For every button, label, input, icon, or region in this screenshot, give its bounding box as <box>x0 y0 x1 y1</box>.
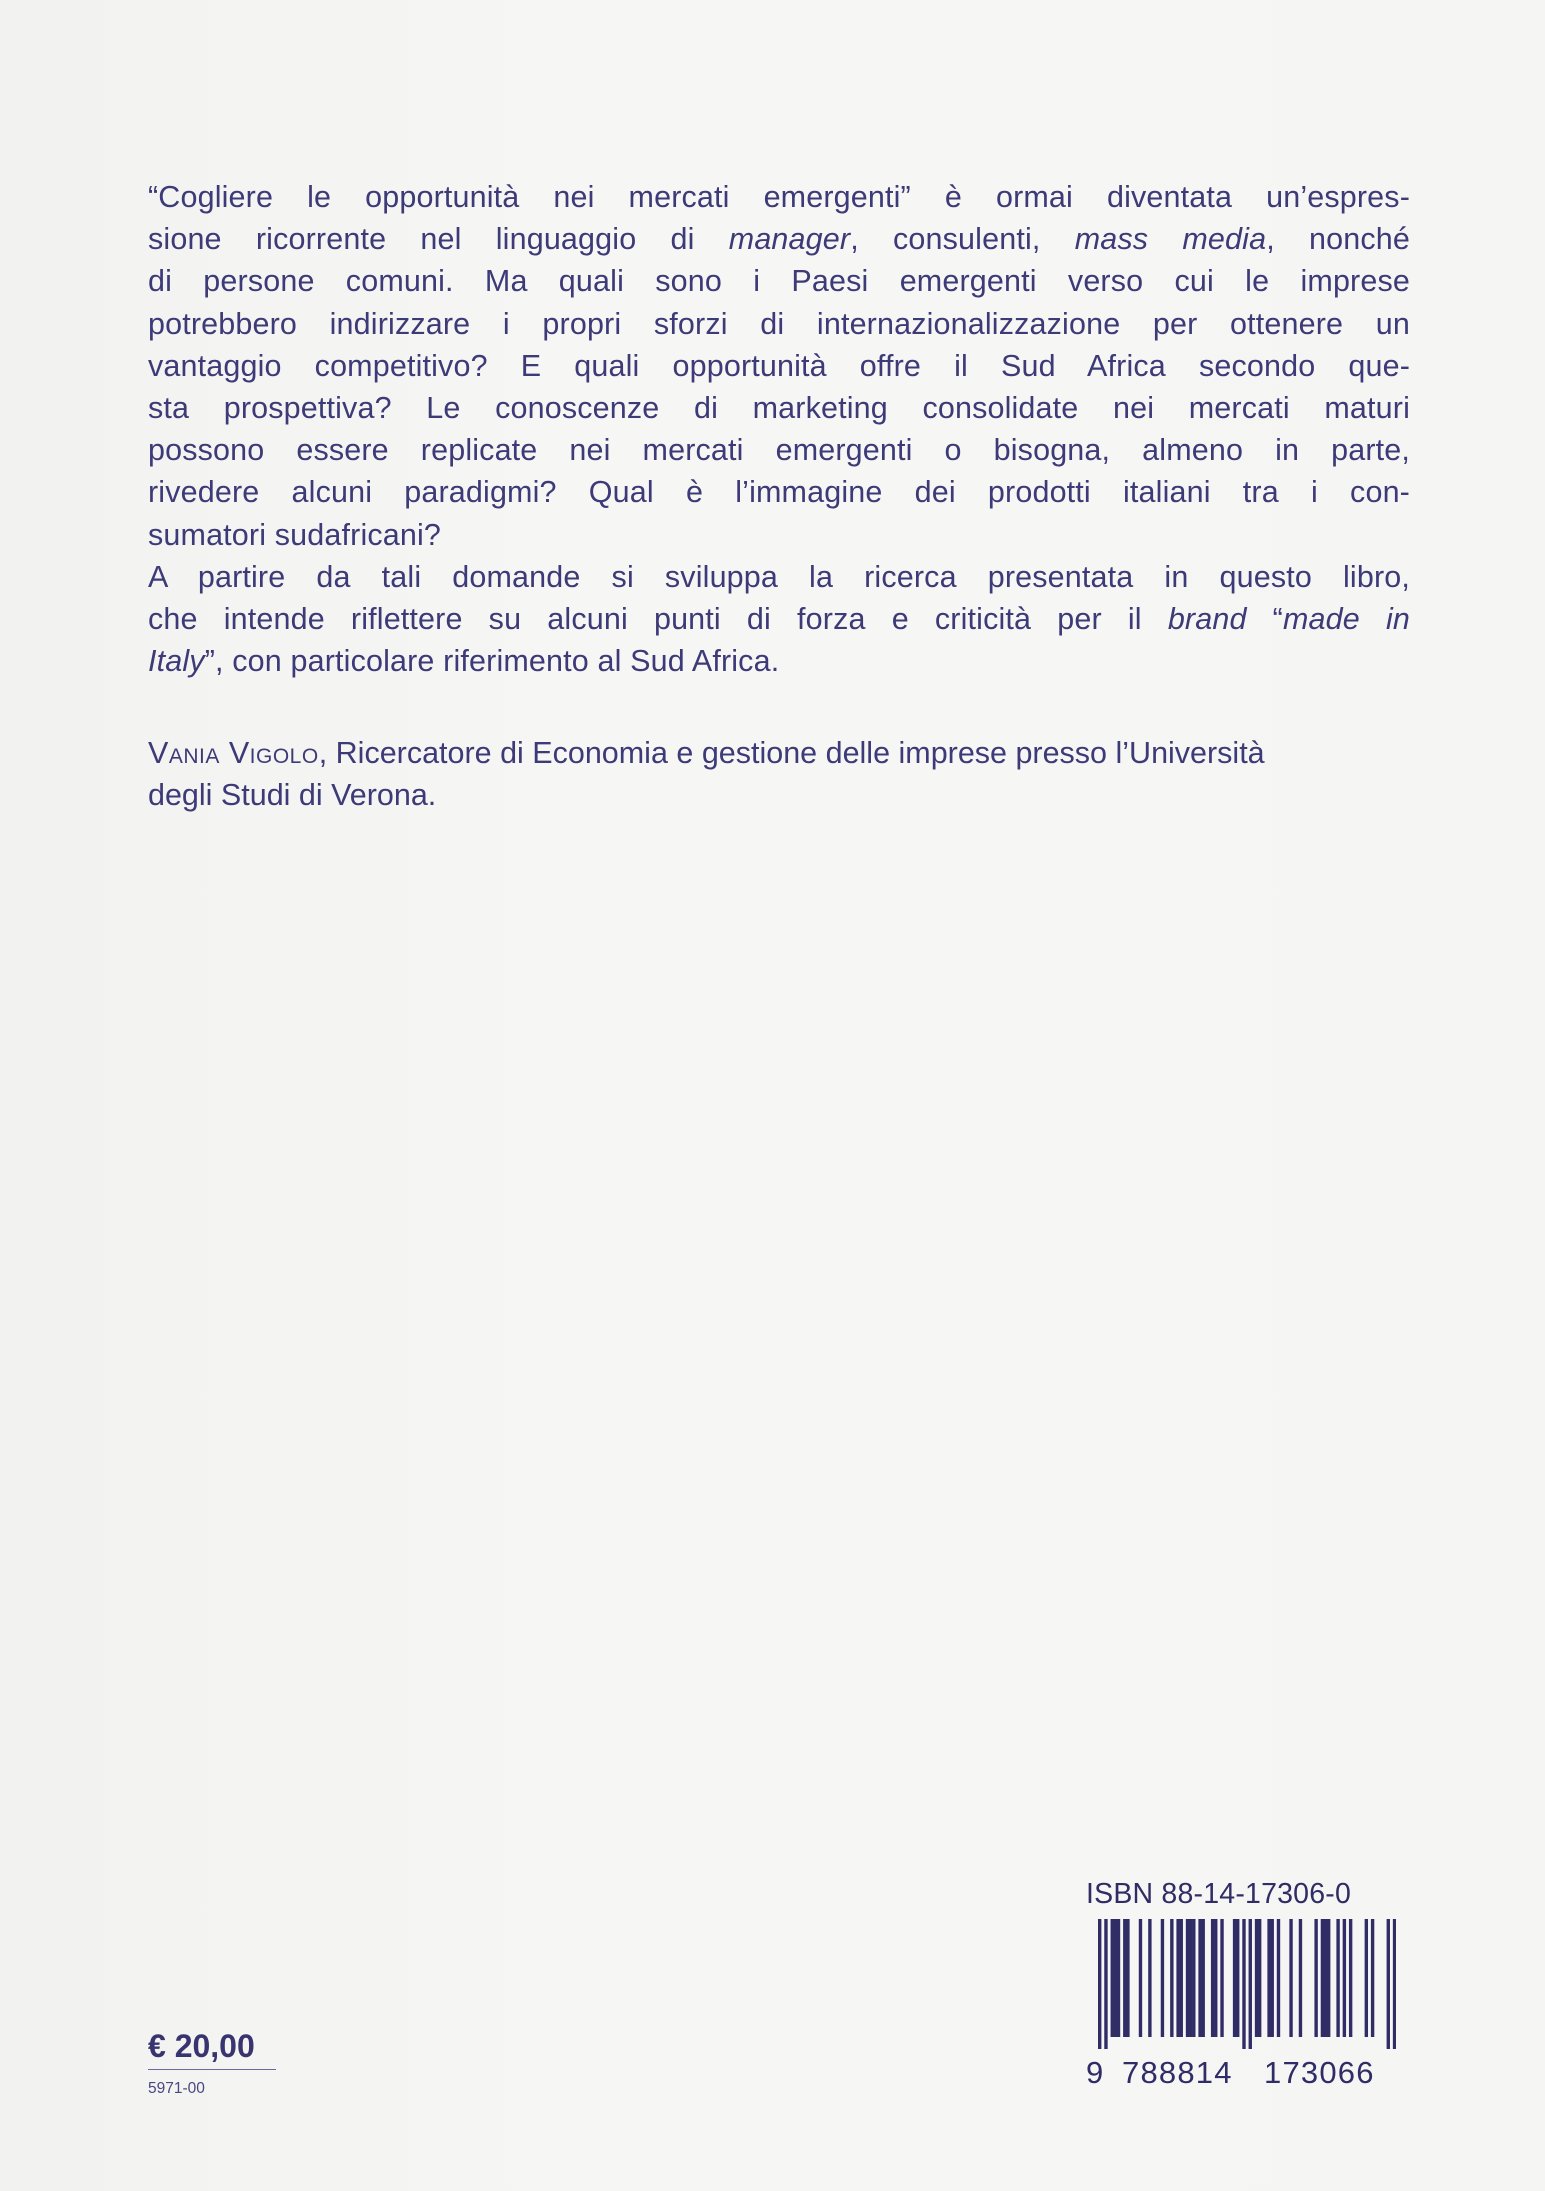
blurb-line-12 <box>148 640 1410 682</box>
barcode-bar <box>1327 1919 1330 2037</box>
blurb-line-10: A partire da tali domande si sviluppa la ricerca presentata in questo libro, <box>148 559 1410 594</box>
blurb-italic-term: manager <box>728 222 851 257</box>
blurb-line-8: rivedere alcuni paradigmi? Qual è l’immagine dei prodotti italiani tra i con- <box>148 475 1410 510</box>
barcode-bar <box>1186 1919 1189 2037</box>
product-code: 5971-00 <box>148 2080 205 2097</box>
author-bio <box>148 732 1410 816</box>
blurb-italic-term: made in <box>1282 601 1411 636</box>
barcode-bar <box>1198 1919 1201 2037</box>
blurb-line-6: sta prospettiva? Le conoscenze di marketing consolidate nei mercati maturi <box>148 390 1410 425</box>
isbn-barcode-block <box>1086 1878 1408 2090</box>
blurb-line-3: di persone comuni. Ma quali sono i Paesi emergenti verso cui le imprese <box>148 264 1410 299</box>
blurb-line-4: potrebbero indirizzare i propri sforzi di internazionalizzazione per ottenere un <box>148 306 1410 341</box>
barcode-bar <box>1123 1919 1126 2037</box>
barcode-bar <box>1387 1919 1390 2049</box>
barcode-bar <box>1343 1919 1346 2037</box>
blurb-text: che intende riflettere su alcuni punti di forza e criticità per il <box>148 601 1168 636</box>
blurb-italic-term: mass media <box>1074 222 1267 257</box>
barcode-bar <box>1114 1919 1117 2037</box>
barcode-bar <box>1277 1919 1280 2037</box>
blurb-text: “ <box>1246 601 1283 636</box>
barcode-bar <box>1314 1919 1317 2037</box>
barcode-bar <box>1299 1919 1302 2037</box>
barcode-bar <box>1126 1919 1129 2037</box>
blurb-line-5: vantaggio competitivo? E quali opportunità offre il Sud Africa secondo que- <box>148 348 1410 383</box>
barcode-bar <box>1098 1919 1101 2049</box>
price-label: € 20,00 <box>148 2028 276 2070</box>
blurb-text: , consulenti, <box>850 222 1075 257</box>
barcode-bar <box>1148 1919 1151 2037</box>
blurb-text: , nonché <box>1266 222 1410 257</box>
author-line-1 <box>148 732 1410 774</box>
barcode-bar <box>1170 1919 1173 2037</box>
blurb-text: sione ricorrente nel linguaggio di <box>148 222 729 257</box>
barcode-bar <box>1365 1919 1368 2037</box>
barcode-bar <box>1267 1919 1270 2037</box>
barcode-icon <box>1098 1919 1396 2049</box>
barcode-bar <box>1111 1919 1114 2037</box>
barcode-digits-right: 173066 <box>1264 2055 1375 2090</box>
barcode-bar <box>1249 1919 1252 2049</box>
barcode-bar <box>1233 1919 1236 2037</box>
barcode-bar <box>1214 1919 1217 2037</box>
barcode-bar <box>1161 1919 1164 2037</box>
barcode-bar <box>1176 1919 1179 2037</box>
barcode-bar <box>1371 1919 1374 2037</box>
barcode-bar <box>1220 1919 1223 2037</box>
barcode-bar <box>1211 1919 1214 2037</box>
blurb-line-1: “Cogliere le opportunità nei mercati emergenti” è ormai diventata un’espres- <box>148 180 1410 214</box>
barcode-bar <box>1336 1919 1339 2037</box>
blurb-italic-term: Italy <box>148 644 205 679</box>
blurb-line-2 <box>148 218 1410 260</box>
barcode-bar <box>1321 1919 1324 2037</box>
barcode-bar <box>1192 1919 1195 2037</box>
blurb-text: ”, con particolare riferimento al Sud Africa. <box>204 644 780 679</box>
barcode-bar <box>1349 1919 1352 2037</box>
barcode-bar <box>1117 1919 1120 2037</box>
barcode-bar <box>1324 1919 1327 2037</box>
blurb-line-9: sumatori sudafricani? <box>148 517 442 552</box>
barcode-bar <box>1139 1919 1142 2037</box>
barcode-bar <box>1189 1919 1192 2037</box>
author-name: Vania Vigolo <box>148 736 319 770</box>
barcode-bar <box>1104 1919 1107 2049</box>
blurb-line-7: possono essere replicate nei mercati emergenti o bisogna, almeno in parte, <box>148 433 1410 468</box>
blurb-line-11 <box>148 598 1410 640</box>
barcode-bar <box>1202 1919 1205 2037</box>
blurb-italic-term: brand <box>1167 601 1247 636</box>
barcode-bar <box>1258 1919 1261 2037</box>
barcode-bar <box>1255 1919 1258 2037</box>
author-role: , Ricercatore di Economia e gestione delle imprese presso l’Università <box>318 736 1265 770</box>
barcode-digits-left: 788814 <box>1122 2055 1233 2090</box>
barcode-bar <box>1242 1919 1245 2049</box>
barcode-bar <box>1393 1919 1396 2049</box>
barcode-digit-first: 9 <box>1086 2055 1104 2090</box>
barcode-bar <box>1271 1919 1274 2037</box>
cover-blurb <box>148 176 1410 682</box>
barcode-bar <box>1236 1919 1239 2037</box>
barcode-bar <box>1180 1919 1183 2037</box>
barcode-bar <box>1289 1919 1292 2037</box>
isbn-label: ISBN 88-14-17306-0 <box>1086 1878 1352 1910</box>
author-line-2: degli Studi di Verona. <box>148 778 437 813</box>
